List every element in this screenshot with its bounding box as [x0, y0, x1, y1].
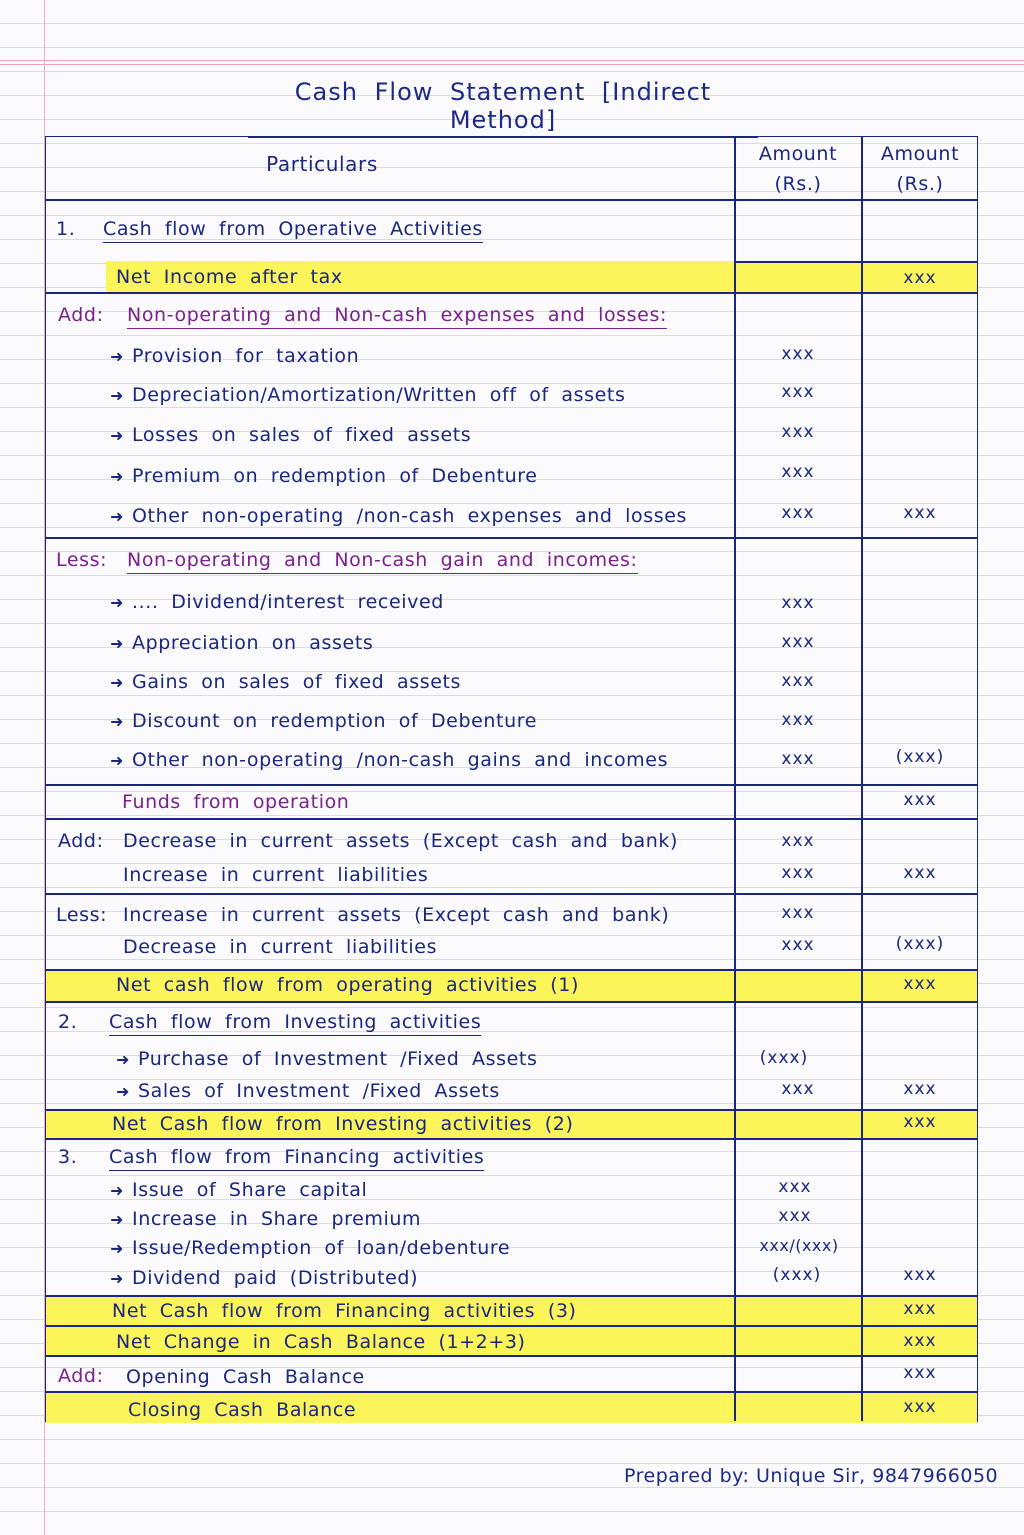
funds-amount: xxx: [903, 790, 937, 810]
item-amount: xxx: [778, 1206, 812, 1226]
item-amount: xxx: [781, 422, 815, 442]
section-heading-financing: Cash flow from Financing activities: [109, 1145, 484, 1171]
arrow-icon: ➜: [110, 507, 125, 526]
opening-add-label: Add:: [58, 1365, 104, 1387]
arrow-icon: ➜: [110, 593, 125, 612]
item-total: (xxx): [895, 934, 945, 954]
amount-header-label: Amount: [880, 143, 960, 165]
amount-header-unit: (Rs.): [896, 173, 944, 195]
arrow-icon: ➜: [110, 751, 125, 770]
item-amount: xxx: [781, 503, 815, 523]
net-change-amount: xxx: [903, 1331, 937, 1351]
list-item: ➜ Losses on sales of fixed assets: [110, 424, 472, 446]
page-title: Cash Flow Statement [Indirect Method]: [248, 78, 758, 138]
list-item: ➜ Issue/Redemption of loan/debenture: [110, 1237, 511, 1259]
list-item: ➜ Premium on redemption of Debenture: [110, 465, 538, 487]
list-item: ➜ Discount on redemption of Debenture: [110, 710, 538, 732]
row-divider: [46, 199, 977, 201]
net-investing-amount: xxx: [903, 1112, 937, 1132]
add-heading: Non-operating and Non-cash expenses and losses:: [127, 303, 667, 329]
working-capital-item: Decrease in current assets (Except cash and bank): [123, 830, 679, 852]
amount-header-label: Amount: [758, 143, 838, 165]
arrow-icon: ➜: [110, 386, 125, 405]
closing-balance-amount: xxx: [903, 1397, 937, 1417]
item-amount: xxx: [781, 749, 815, 769]
amount-header-col1: [735, 139, 861, 199]
add-label: Add:: [58, 830, 104, 852]
row-divider: [46, 1391, 977, 1393]
net-operating-amount: xxx: [903, 974, 937, 994]
net-change-label: Net Change in Cash Balance (1+2+3): [116, 1331, 526, 1353]
working-capital-item: Increase in current liabilities: [123, 864, 429, 886]
arrow-icon: ➜: [110, 347, 125, 366]
page-top-rule: [0, 60, 1024, 61]
section-number: 2.: [58, 1011, 78, 1033]
row-divider: [734, 261, 977, 263]
working-capital-item: Decrease in current liabilities: [123, 936, 438, 958]
row-divider: [46, 1001, 977, 1003]
opening-balance-amount: xxx: [903, 1363, 937, 1383]
opening-balance-label: Opening Cash Balance: [126, 1366, 365, 1388]
item-total: (xxx): [895, 747, 945, 767]
less-label: Less:: [56, 904, 108, 926]
arrow-icon: ➜: [110, 1269, 125, 1288]
row-divider: [46, 818, 977, 820]
net-income-amount: xxx: [903, 268, 937, 288]
item-amount: xxx: [781, 593, 815, 613]
section-heading-operating: Cash flow from Operative Activities: [103, 217, 483, 243]
net-operating-label: Net cash flow from operating activities (1): [116, 974, 579, 996]
list-item: ➜ Increase in Share premium: [110, 1208, 422, 1230]
column-divider: [734, 137, 736, 1421]
item-amount: xxx: [781, 710, 815, 730]
prepared-by-credit: Prepared by: Unique Sir, 9847966050: [624, 1465, 999, 1487]
item-amount: xxx: [781, 863, 815, 883]
arrow-icon: ➜: [110, 467, 125, 486]
item-amount: xxx: [781, 831, 815, 851]
amount-header-unit: (Rs.): [774, 173, 822, 195]
item-amount: xxx: [781, 382, 815, 402]
less-label: Less:: [56, 549, 108, 571]
list-item: ➜ Issue of Share capital: [110, 1179, 368, 1201]
add-label: Add:: [58, 304, 104, 326]
arrow-icon: ➜: [110, 426, 125, 445]
arrow-icon: ➜: [110, 712, 125, 731]
page-top-rule: [0, 64, 1024, 65]
arrow-icon: ➜: [110, 1210, 125, 1229]
item-amount: xxx: [781, 344, 815, 364]
list-item: ➜ Provision for taxation: [110, 345, 360, 367]
item-amount: (xxx): [772, 1265, 822, 1285]
item-amount: xxx: [781, 462, 815, 482]
less-heading: Non-operating and Non-cash gain and incomes:: [127, 548, 638, 574]
column-divider: [861, 137, 863, 1421]
list-item: ➜ Dividend paid (Distributed): [110, 1267, 419, 1289]
list-item: ➜ Other non-operating /non-cash expenses and losses: [110, 505, 688, 527]
section-heading-investing: Cash flow from Investing activities: [109, 1010, 481, 1036]
row-divider: [46, 1138, 977, 1140]
row-divider: [46, 1325, 977, 1327]
arrow-icon: ➜: [116, 1082, 131, 1101]
item-amount: xxx: [781, 632, 815, 652]
item-amount: xxx: [781, 671, 815, 691]
list-item: ➜ Sales of Investment /Fixed Assets: [116, 1080, 500, 1102]
item-amount: xxx: [781, 1079, 815, 1099]
arrow-icon: ➜: [110, 1181, 125, 1200]
arrow-icon: ➜: [110, 1239, 125, 1258]
net-financing-amount: xxx: [903, 1299, 937, 1319]
item-total: xxx: [903, 863, 937, 883]
item-total: xxx: [903, 1265, 937, 1285]
arrow-icon: ➜: [110, 634, 125, 653]
list-item: ➜ Appreciation on assets: [110, 632, 374, 654]
row-divider: [46, 784, 977, 786]
row-divider: [46, 1109, 977, 1111]
arrow-icon: ➜: [116, 1050, 131, 1069]
section-number: 1.: [56, 218, 76, 240]
row-divider: [46, 969, 977, 971]
list-item: ➜ .... Dividend/interest received: [110, 591, 444, 613]
item-total: xxx: [903, 1079, 937, 1099]
list-item: ➜ Depreciation/Amortization/Written off of assets: [110, 384, 626, 406]
net-financing-label: Net Cash flow from Financing activities (3): [112, 1300, 577, 1322]
list-item: ➜ Other non-operating /non-cash gains and incomes: [110, 749, 669, 771]
item-amount: xxx/(xxx): [759, 1236, 839, 1255]
cash-flow-table: [45, 136, 978, 1422]
row-divider: [46, 537, 977, 539]
particulars-header: Particulars: [266, 152, 378, 176]
funds-label: Funds from operation: [122, 791, 350, 813]
arrow-icon: ➜: [110, 673, 125, 692]
row-divider: [46, 292, 977, 294]
amount-header-col2: [862, 139, 978, 199]
net-income-label: Net Income after tax: [116, 266, 343, 288]
closing-balance-label: Closing Cash Balance: [128, 1399, 357, 1421]
list-item: ➜ Purchase of Investment /Fixed Assets: [116, 1048, 538, 1070]
row-divider: [46, 1355, 977, 1357]
section-number: 3.: [58, 1146, 78, 1168]
item-total: xxx: [903, 503, 937, 523]
item-amount: xxx: [781, 935, 815, 955]
item-amount: (xxx): [759, 1048, 809, 1068]
row-divider: [46, 893, 977, 895]
net-investing-label: Net Cash flow from Investing activities (2): [112, 1113, 574, 1135]
list-item: ➜ Gains on sales of fixed assets: [110, 671, 462, 693]
working-capital-item: Increase in current assets (Except cash and bank): [123, 904, 670, 926]
row-divider: [46, 1295, 977, 1297]
item-amount: xxx: [781, 903, 815, 923]
item-amount: xxx: [778, 1177, 812, 1197]
